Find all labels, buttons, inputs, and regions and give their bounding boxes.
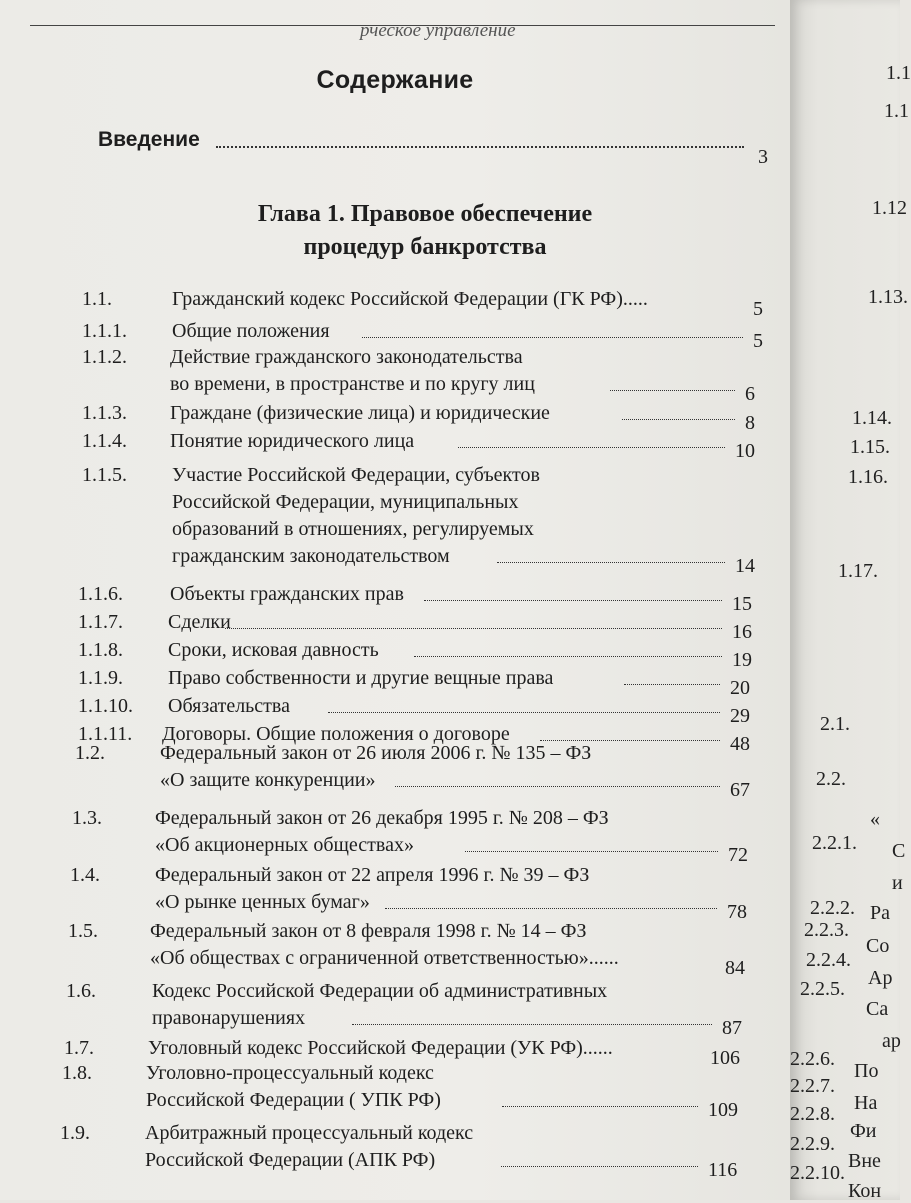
toc-entry-page-number: 109 — [708, 1099, 738, 1121]
dot-leader — [225, 628, 722, 629]
toc-entry-number: 1.3. — [72, 807, 102, 829]
toc-entry-title-line: Право собственности и другие вещные права — [168, 667, 554, 689]
facing-page-fragment: По — [854, 1060, 879, 1082]
facing-page-fragment: 2.2. — [816, 768, 846, 790]
toc-entry-number: 1.1.8. — [78, 639, 123, 661]
toc-entry-title-line: Гражданский кодекс Российской Федерации (ГК РФ)..... — [172, 288, 648, 310]
facing-page-fragment: Кон — [848, 1180, 882, 1202]
page-title: Содержание — [316, 66, 474, 94]
toc-entry-page-number: 15 — [732, 593, 752, 615]
toc-entry-number: 1.1.10. — [78, 695, 133, 717]
toc-entry — [0, 609, 790, 643]
facing-page-fragment: 1.13. — [868, 286, 908, 308]
toc-entry-page-number: 5 — [753, 330, 763, 352]
toc-entry-page-number: 20 — [730, 677, 750, 699]
toc-entry — [0, 665, 790, 699]
toc-entry-title-line: Российской Федерации, муниципальных — [172, 491, 519, 513]
toc-entry-title-line: Сделки — [168, 611, 231, 633]
toc-entry — [0, 344, 790, 405]
toc-entry-title-line: Федеральный закон от 26 декабря 1995 г. № 208 – ФЗ — [155, 807, 609, 829]
toc-entry-title-line: Действие гражданского законодательства — [170, 346, 523, 368]
toc-entry — [0, 1120, 790, 1181]
toc-entry-title-line: образований в отношениях, регулируемых — [172, 518, 534, 540]
toc-entry-number: 1.8. — [62, 1062, 92, 1084]
toc-entry-page-number: 16 — [732, 621, 752, 643]
facing-page-fragment: 2.1. — [820, 713, 850, 735]
facing-page-fragment: 2.2.8. — [790, 1103, 835, 1125]
intro-page-number: 3 — [758, 146, 768, 168]
toc-entry-title-line: Участие Российской Федерации, субъектов — [172, 464, 540, 486]
toc-entry-title-line: Федеральный закон от 8 февраля 1998 г. № 14 – ФЗ — [150, 920, 587, 942]
toc-entry-number: 1.1.3. — [82, 402, 127, 424]
toc-entry — [0, 318, 790, 352]
toc-entry-title-line: Уголовный кодекс Российской Федерации (УК РФ)...... — [148, 1037, 613, 1059]
toc-entry-number: 1.1.1. — [82, 320, 127, 342]
running-head: рческое управление — [360, 20, 516, 41]
toc-entry-title-line: Федеральный закон от 26 июля 2006 г. № 135 – ФЗ — [160, 742, 592, 764]
toc-entry-page-number: 8 — [745, 412, 755, 434]
toc-entry-page-number: 78 — [727, 901, 747, 923]
facing-page-fragment: 1.14. — [852, 407, 892, 429]
toc-entry-title-line: Понятие юридического лица — [170, 430, 415, 452]
intro-label: Введение — [98, 128, 200, 151]
chapter-heading-line-2: процедур банкротства — [303, 234, 547, 260]
toc-intro-entry — [98, 128, 774, 168]
dot-leader — [502, 1106, 698, 1107]
toc-entry — [0, 693, 790, 727]
toc-entry-number: 1.1.2. — [82, 346, 127, 368]
toc-entry-number: 1.2. — [75, 742, 105, 764]
toc-entry-title-line: Арбитражный процессуальный кодекс — [145, 1122, 474, 1144]
toc-entry-number: 1.9. — [60, 1122, 90, 1144]
toc-entry-page-number: 67 — [730, 779, 750, 801]
toc-entry-number: 1.1.11. — [78, 723, 133, 745]
toc-entry — [0, 637, 790, 671]
facing-page-fragment: Фи — [850, 1120, 877, 1142]
dot-leader — [622, 419, 735, 420]
toc-entry-title-line: Сроки, исковая давность — [168, 639, 379, 661]
facing-page-fragment: 1.17. — [838, 560, 878, 582]
facing-page-fragment: Со — [866, 935, 890, 957]
facing-page-fragment: 1.12 — [872, 197, 907, 219]
dot-leader — [465, 851, 718, 852]
dot-leader — [328, 712, 720, 713]
toc-entry — [0, 918, 790, 979]
toc-entry-title-line: «О защите конкуренции» — [160, 769, 376, 791]
toc-entry — [0, 1035, 790, 1069]
toc-entry-number: 1.5. — [68, 920, 98, 942]
facing-page-edge — [790, 0, 911, 1202]
toc-entry-title-line: «Об обществах с ограниченной ответственностью»...... — [150, 947, 619, 969]
facing-page-fragment: Вне — [848, 1150, 881, 1172]
facing-page-fragment: Ар — [868, 967, 893, 989]
toc-entry-number: 1.6. — [66, 980, 96, 1002]
toc-entry-number: 1.1.5. — [82, 464, 127, 486]
facing-page-fragment: 2.2.10. — [790, 1162, 845, 1184]
dot-leader — [501, 1166, 698, 1167]
dot-leader — [497, 562, 725, 563]
header-rule — [30, 20, 775, 41]
toc-entry-page-number: 87 — [722, 1017, 742, 1039]
facing-page-fragment: 2.2.4. — [806, 949, 851, 971]
chapter-heading — [0, 198, 850, 264]
dot-leader — [395, 786, 720, 787]
facing-page-fragment: 2.2.3. — [804, 919, 849, 941]
facing-page-fragment: 2.2.7. — [790, 1075, 835, 1097]
facing-page-fragment: и — [892, 872, 903, 894]
toc-entry-title-line: Российской Федерации (АПК РФ) — [145, 1149, 436, 1171]
facing-page-fragment: 2.2.5. — [800, 978, 845, 1000]
facing-page-fragment: Ра — [870, 902, 890, 924]
dot-leader — [610, 390, 735, 391]
dot-leader — [458, 447, 725, 448]
dot-leader — [216, 146, 744, 148]
facing-page-fragment: На — [854, 1092, 878, 1114]
chapter-heading-line-1: Глава 1. Правовое обеспечение — [257, 201, 593, 227]
toc-entry-title-line: Уголовно-процессуальный кодекс — [146, 1062, 434, 1084]
toc-entry-page-number: 84 — [725, 957, 745, 979]
toc-entry — [0, 428, 790, 462]
facing-page-fragment: 2.2.1. — [812, 832, 857, 854]
toc-entry-title-line: Обязательства — [168, 695, 290, 717]
toc-entry — [0, 1060, 790, 1121]
toc-entry — [0, 862, 790, 923]
toc-entry — [0, 400, 790, 434]
toc-entry-title-line: Федеральный закон от 22 апреля 1996 г. № 39 – ФЗ — [155, 864, 590, 886]
toc-entry-number: 1.1.6. — [78, 583, 123, 605]
toc-entry — [0, 978, 790, 1039]
toc-entry — [0, 286, 790, 320]
toc-entry-title-line: правонарушениях — [152, 1007, 306, 1029]
toc-entry-number: 1.4. — [70, 864, 100, 886]
toc-entry-title-line: во времени, в пространстве и по кругу лиц — [170, 373, 535, 395]
dot-leader — [414, 656, 722, 657]
facing-page-fragment: 1.1 — [886, 62, 911, 84]
toc-entry-number: 1.1.7. — [78, 611, 123, 633]
toc-entry-page-number: 14 — [735, 555, 755, 577]
toc-entry-title-line: Граждане (физические лица) и юридические — [170, 402, 550, 424]
toc-entry-title-line: Российской Федерации ( УПК РФ) — [146, 1089, 441, 1111]
toc-entry-page-number: 116 — [708, 1159, 738, 1181]
toc-entry-page-number: 19 — [732, 649, 752, 671]
toc-entry-page-number: 48 — [730, 733, 750, 755]
dot-leader — [424, 600, 722, 601]
facing-page-fragment: « — [870, 808, 880, 830]
facing-page-fragment: ар — [882, 1030, 901, 1052]
toc-entry-number: 1.1.4. — [82, 430, 127, 452]
facing-page-fragment: 2.2.9. — [790, 1133, 835, 1155]
toc-entry-page-number: 29 — [730, 705, 750, 727]
toc-entry — [0, 462, 790, 577]
toc-entry-title-line: Общие положения — [172, 320, 330, 342]
facing-page-fragment: С — [892, 840, 906, 862]
facing-page-fragment: 2.2.6. — [790, 1048, 835, 1070]
facing-page-fragment: Са — [866, 998, 889, 1020]
toc-entry-title-line: «Об акционерных обществах» — [155, 834, 414, 856]
toc-entry-title-line: «О рынке ценных бумаг» — [155, 891, 370, 913]
toc-entry-number: 1.7. — [64, 1037, 94, 1059]
toc-entry — [0, 805, 790, 866]
dot-leader — [385, 908, 717, 909]
facing-page-fragment: 1.16. — [848, 466, 888, 488]
toc-entry-page-number: 5 — [753, 298, 763, 320]
toc-entry — [0, 740, 790, 801]
dot-leader — [624, 684, 720, 685]
toc-entry-number: 1.1.9. — [78, 667, 123, 689]
toc-entry-title-line: Кодекс Российской Федерации об административных — [152, 980, 608, 1002]
toc-entry-number: 1.1. — [82, 288, 112, 310]
toc-entry-page-number: 6 — [745, 383, 755, 405]
facing-page-fragment: 2.2.2. — [810, 897, 855, 919]
toc-entry-page-number: 72 — [728, 844, 748, 866]
toc-entry-page-number: 10 — [735, 440, 755, 462]
toc-entry — [0, 581, 790, 615]
facing-page-fragment: 1.1 — [884, 100, 909, 122]
facing-page-fragment: 1.15. — [850, 436, 890, 458]
toc-entry-title-line: Договоры. Общие положения о договоре — [162, 723, 510, 745]
dot-leader — [362, 337, 743, 338]
toc-entry-title-line: Объекты гражданских прав — [170, 583, 404, 605]
toc-entry-page-number: 106 — [710, 1047, 740, 1069]
dot-leader — [352, 1024, 712, 1025]
toc-entry-title-line: гражданским законодательством — [172, 545, 450, 567]
